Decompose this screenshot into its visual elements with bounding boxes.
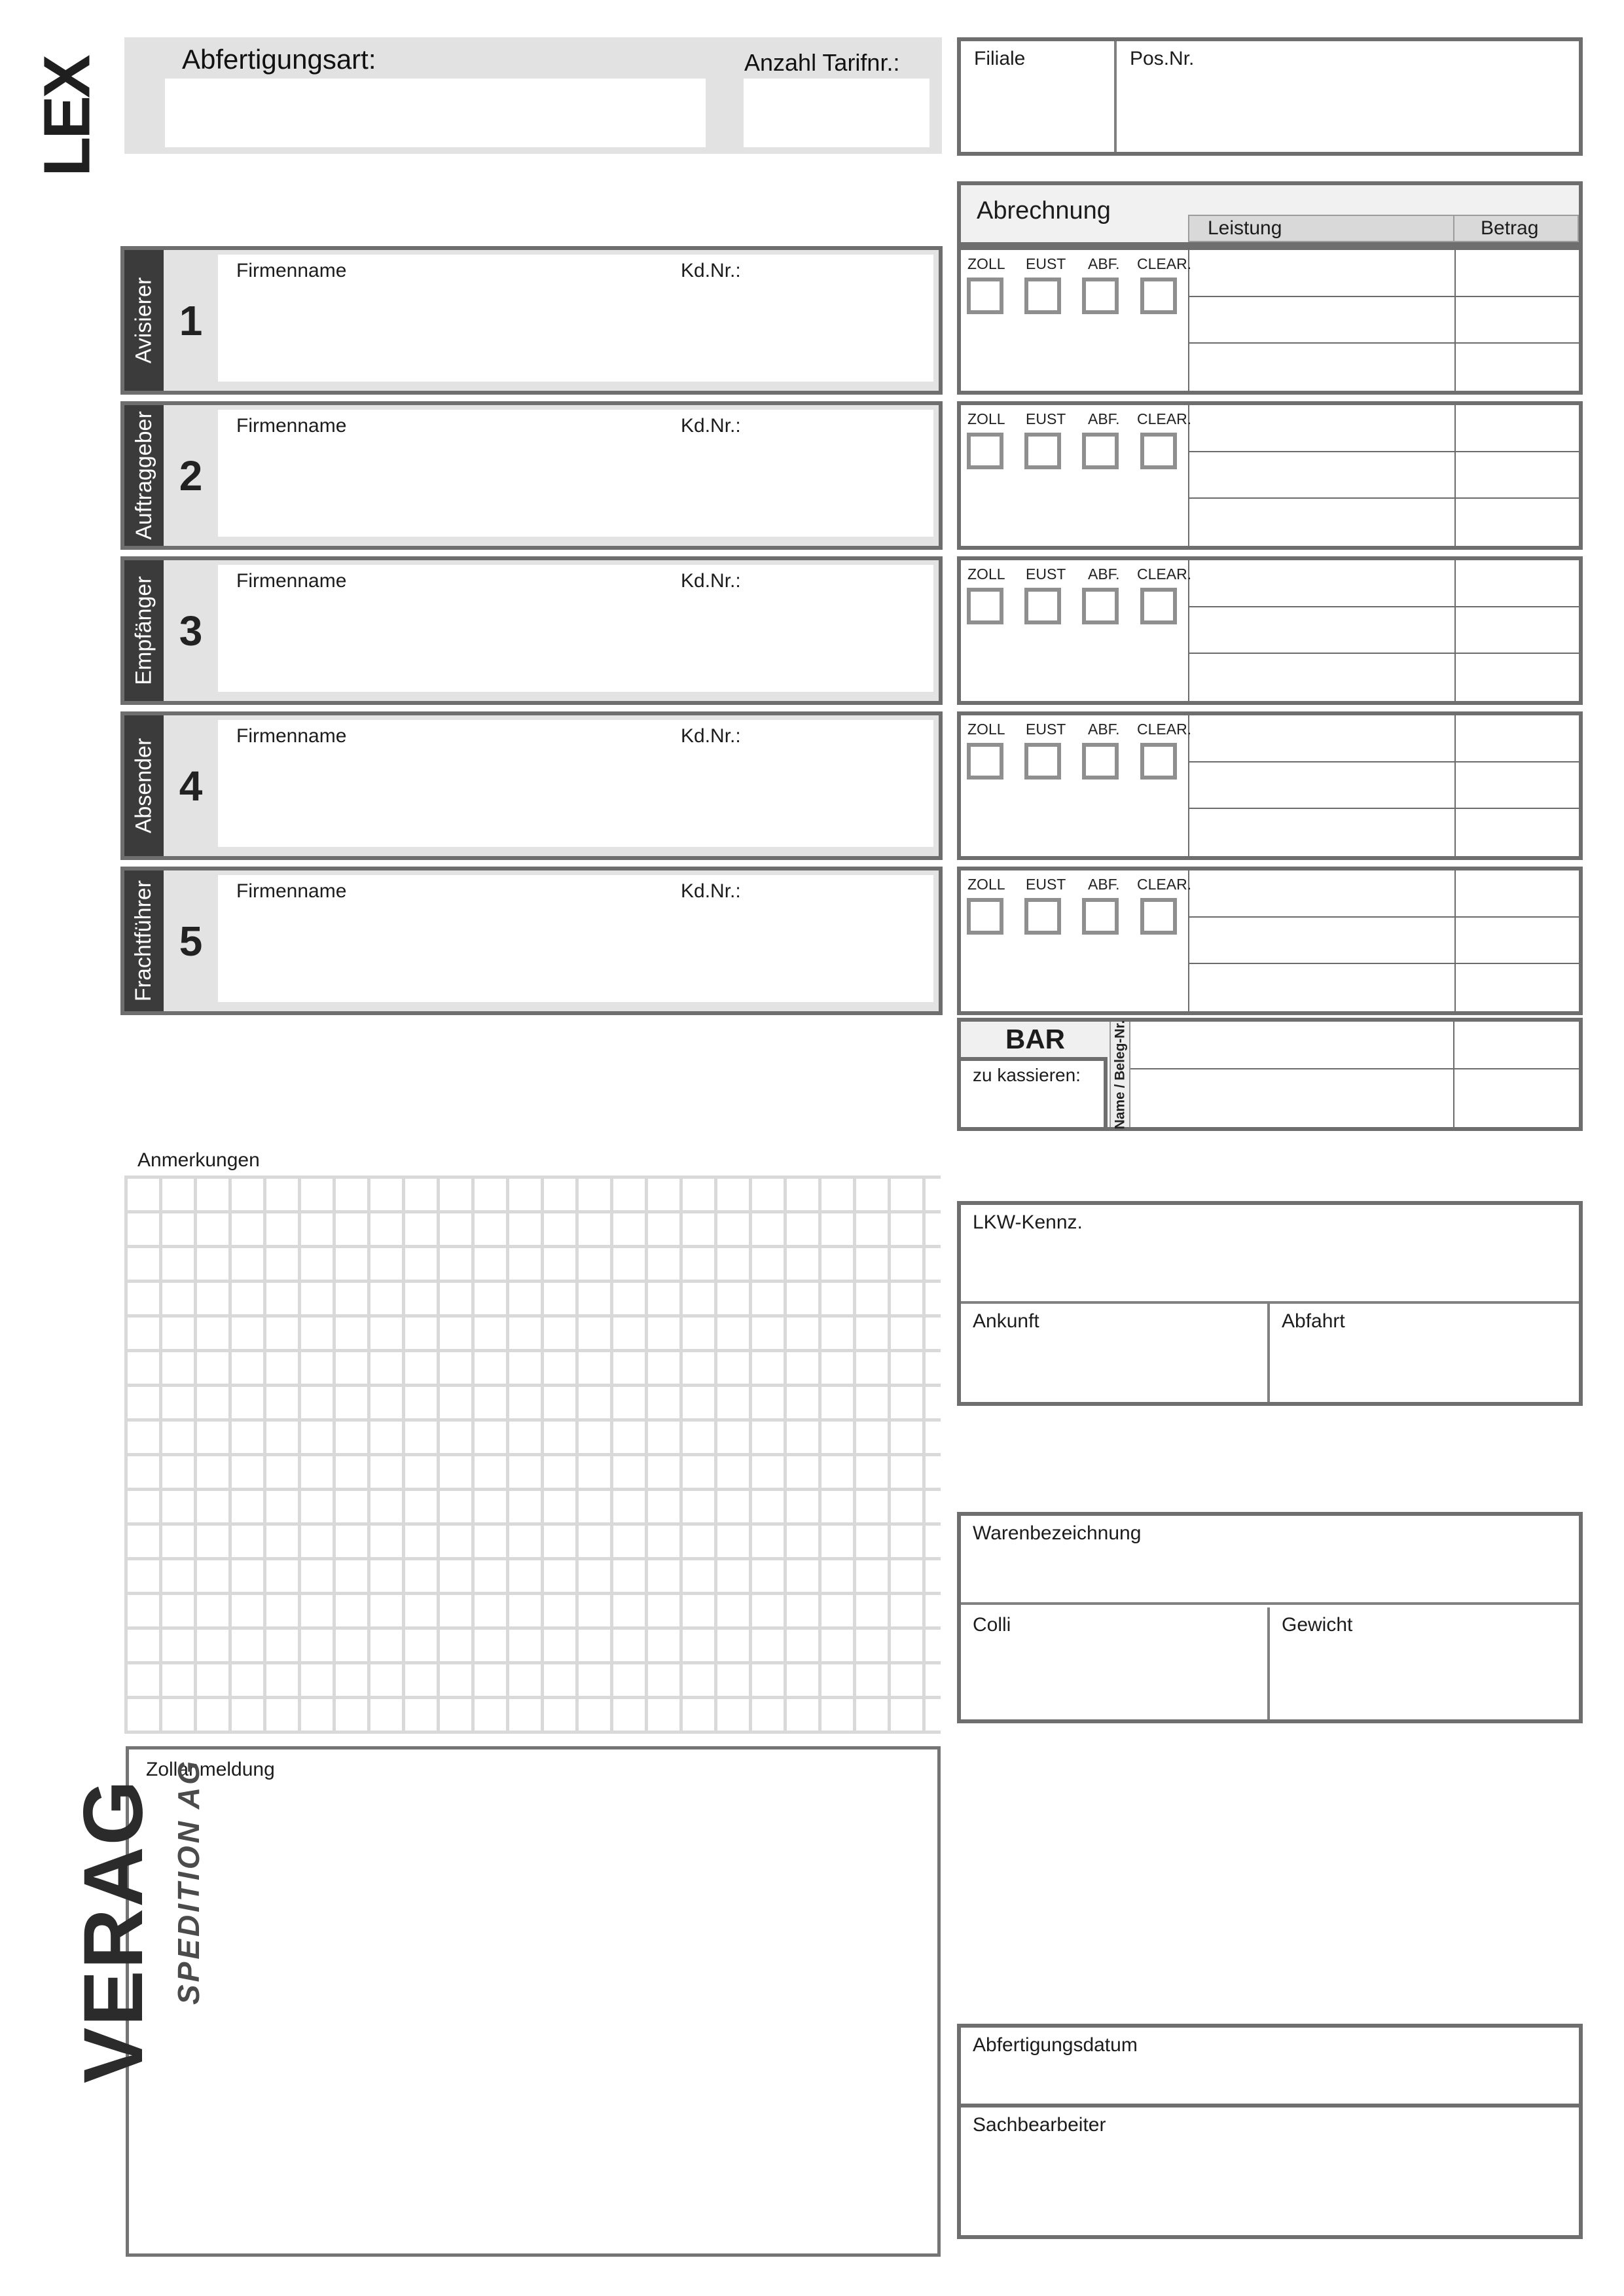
clear-checkbox[interactable] — [1140, 588, 1177, 624]
leistung-cell[interactable] — [1189, 809, 1454, 856]
zoll-checkbox[interactable] — [967, 278, 1003, 314]
party-number: 1 — [179, 296, 203, 344]
lkw-kennz-field[interactable] — [961, 1205, 1579, 1304]
clear-label: CLEAR. — [1137, 721, 1192, 738]
leistung-betrag-grid — [1189, 870, 1579, 1011]
kdnr-label: Kd.Nr.: — [681, 570, 741, 592]
clear-checkbox[interactable] — [1140, 278, 1177, 314]
betrag-cell[interactable] — [1454, 452, 1579, 499]
zoll-label: ZOLL — [967, 565, 1005, 583]
party-role-strip — [124, 250, 164, 391]
verag-logo — [63, 1728, 165, 2134]
leistung-cell[interactable] — [1189, 560, 1454, 607]
party-role-strip — [124, 715, 164, 856]
abf-label: ABF. — [1088, 410, 1120, 427]
bar-title-cell — [961, 1022, 1110, 1057]
sachbearbeiter-label: Sachbearbeiter — [973, 2114, 1106, 2136]
betrag-cell[interactable] — [1454, 344, 1579, 391]
zu-kassieren-label: zu kassieren: — [973, 1065, 1081, 1085]
customs-checkbox-zone — [961, 715, 1192, 856]
zollanmeldung-label: Zollanmeldung — [146, 1759, 275, 1780]
party-details-field[interactable] — [218, 875, 933, 1002]
warenbezeichnung-field[interactable] — [961, 1516, 1579, 1605]
abrechnung-block — [957, 556, 1583, 705]
eust-checkbox[interactable] — [1024, 743, 1061, 780]
party-block — [120, 246, 943, 395]
party-role-label: Avisierer — [131, 277, 156, 364]
party-role-strip — [124, 870, 164, 1011]
party-number: 4 — [179, 762, 203, 810]
zollanmeldung-field[interactable] — [126, 1746, 941, 2257]
betrag-cell[interactable] — [1454, 870, 1579, 918]
leistung-betrag-grid — [1189, 250, 1579, 391]
abrechnung-block — [957, 711, 1583, 860]
abfertigungsart-label: Abfertigungsart: — [182, 44, 376, 75]
abf-checkbox[interactable] — [1082, 898, 1119, 935]
abrechnung-header — [957, 181, 1583, 246]
party-details-field[interactable] — [218, 410, 933, 537]
leistung-cell[interactable] — [1189, 297, 1454, 344]
party-role-label: Empfänger — [131, 576, 156, 685]
bar-title: BAR — [1005, 1024, 1065, 1054]
gewicht-field[interactable] — [1270, 1607, 1579, 1719]
zoll-checkbox[interactable] — [967, 743, 1003, 780]
lex-logo-text: LEX — [30, 56, 104, 177]
lkw-kennz-label: LKW-Kennz. — [973, 1211, 1083, 1233]
processing-section — [957, 2024, 1583, 2239]
firmenname-label: Firmenname — [236, 570, 347, 592]
leistung-cell[interactable] — [1189, 870, 1454, 918]
abf-checkbox[interactable] — [1082, 743, 1119, 780]
abrechnung-block — [957, 246, 1583, 395]
bar-leistung-cell[interactable] — [1130, 1069, 1453, 1127]
filiale-field[interactable] — [961, 41, 1117, 152]
bar-section — [957, 1018, 1583, 1131]
customs-checkbox-zone — [961, 405, 1192, 546]
ankunft-label: Ankunft — [973, 1310, 1039, 1332]
kdnr-label: Kd.Nr.: — [681, 260, 741, 281]
party-row — [0, 246, 1624, 395]
party-block — [120, 711, 943, 860]
party-details-field[interactable] — [218, 565, 933, 692]
leistung-betrag-grid — [1189, 560, 1579, 701]
party-role-label: Auftraggeber — [131, 411, 156, 540]
colli-label: Colli — [973, 1614, 1011, 1636]
betrag-cell[interactable] — [1454, 918, 1579, 965]
clear-checkbox[interactable] — [1140, 743, 1177, 780]
firmenname-label: Firmenname — [236, 415, 347, 437]
betrag-cell[interactable] — [1454, 964, 1579, 1011]
betrag-cell[interactable] — [1454, 499, 1579, 546]
zoll-label: ZOLL — [967, 876, 1005, 893]
betrag-cell[interactable] — [1454, 809, 1579, 856]
leistung-betrag-grid — [1189, 715, 1579, 856]
party-row — [0, 401, 1624, 550]
eust-label: EUST — [1026, 410, 1066, 427]
zu-kassieren-field[interactable] — [961, 1057, 1108, 1127]
abf-label: ABF. — [1088, 565, 1120, 583]
name-beleg-strip — [1110, 1022, 1130, 1127]
zoll-label: ZOLL — [967, 721, 1005, 738]
party-block — [120, 556, 943, 705]
eust-checkbox[interactable] — [1024, 278, 1061, 314]
anmerkungen-grid-field[interactable] — [124, 1175, 941, 1734]
bar-betrag-cell[interactable] — [1453, 1069, 1579, 1127]
clear-checkbox[interactable] — [1140, 433, 1177, 469]
leistung-cell[interactable] — [1189, 964, 1454, 1011]
leistung-cell[interactable] — [1189, 250, 1454, 297]
clear-label: CLEAR. — [1137, 410, 1192, 427]
party-row — [0, 867, 1624, 1015]
customs-checkbox-zone — [961, 250, 1192, 391]
party-role-label: Absender — [131, 738, 156, 834]
filiale-label: Filiale — [974, 48, 1026, 69]
party-block — [120, 401, 943, 550]
leistung-cell[interactable] — [1189, 499, 1454, 546]
spedition-ag-text: SPEDITION AG — [171, 1759, 206, 2005]
abfertigungsdatum-label: Abfertigungsdatum — [973, 2034, 1138, 2056]
betrag-cell[interactable] — [1454, 607, 1579, 655]
customs-checkbox-zone — [961, 870, 1192, 1011]
abfertigungsart-input[interactable] — [165, 79, 706, 147]
posnr-field[interactable] — [1117, 41, 1579, 152]
name-beleg-label: Name / Beleg-Nr. — [1112, 1020, 1127, 1129]
leistung-cell[interactable] — [1189, 918, 1454, 965]
posnr-label: Pos.Nr. — [1130, 48, 1195, 69]
header-band — [124, 37, 942, 154]
betrag-column-header: Betrag — [1453, 215, 1579, 242]
sachbearbeiter-field[interactable] — [961, 2108, 1579, 2235]
party-details-field[interactable] — [218, 255, 933, 382]
clear-checkbox[interactable] — [1140, 898, 1177, 935]
zoll-checkbox[interactable] — [967, 898, 1003, 935]
warenbezeichnung-label: Warenbezeichnung — [973, 1522, 1142, 1544]
lex-logo — [24, 29, 111, 204]
leistung-cell[interactable] — [1189, 405, 1454, 452]
party-block — [120, 867, 943, 1015]
clear-label: CLEAR. — [1137, 565, 1192, 583]
party-role-label: Frachtführer — [131, 880, 156, 1002]
leistung-cell[interactable] — [1189, 762, 1454, 810]
betrag-cell[interactable] — [1454, 405, 1579, 452]
abrechnung-block — [957, 867, 1583, 1015]
eust-label: EUST — [1026, 255, 1066, 272]
zoll-checkbox[interactable] — [967, 588, 1003, 624]
leistung-cell[interactable] — [1189, 452, 1454, 499]
leistung-cell[interactable] — [1189, 654, 1454, 701]
eust-label: EUST — [1026, 876, 1066, 893]
abrechnung-title: Abrechnung — [977, 197, 1111, 224]
betrag-cell[interactable] — [1454, 250, 1579, 297]
gewicht-label: Gewicht — [1282, 1614, 1353, 1636]
betrag-cell[interactable] — [1454, 762, 1579, 810]
kdnr-label: Kd.Nr.: — [681, 415, 741, 437]
ankunft-field[interactable] — [961, 1304, 1270, 1402]
anzahl-tarifnr-input[interactable] — [744, 79, 929, 147]
party-row — [0, 711, 1624, 860]
eust-checkbox[interactable] — [1024, 898, 1061, 935]
bar-leistung-cell[interactable] — [1130, 1022, 1453, 1069]
party-number: 5 — [179, 917, 203, 965]
waren-section — [957, 1512, 1583, 1723]
abf-checkbox[interactable] — [1082, 588, 1119, 624]
betrag-cell[interactable] — [1454, 560, 1579, 607]
firmenname-label: Firmenname — [236, 880, 347, 902]
party-row — [0, 556, 1624, 705]
spedition-ag-logo — [165, 1676, 212, 2088]
colli-field[interactable] — [961, 1607, 1270, 1719]
clear-label: CLEAR. — [1137, 255, 1192, 272]
betrag-cell[interactable] — [1454, 654, 1579, 701]
anzahl-tarifnr-label: Anzahl Tarifnr.: — [744, 49, 900, 76]
bar-betrag-cell[interactable] — [1453, 1022, 1579, 1069]
leistung-cell[interactable] — [1189, 344, 1454, 391]
betrag-cell[interactable] — [1454, 297, 1579, 344]
party-role-strip — [124, 405, 164, 546]
clear-label: CLEAR. — [1137, 876, 1192, 893]
party-details-field[interactable] — [218, 720, 933, 847]
lkw-section — [957, 1201, 1583, 1406]
party-number: 2 — [179, 452, 203, 499]
zoll-label: ZOLL — [967, 410, 1005, 427]
abf-label: ABF. — [1088, 721, 1120, 738]
abf-checkbox[interactable] — [1082, 433, 1119, 469]
firmenname-label: Firmenname — [236, 260, 347, 281]
leistung-cell[interactable] — [1189, 607, 1454, 655]
abfertigungsdatum-field[interactable] — [961, 2028, 1579, 2108]
kdnr-label: Kd.Nr.: — [681, 725, 741, 747]
customs-checkbox-zone — [961, 560, 1192, 701]
kdnr-label: Kd.Nr.: — [681, 880, 741, 902]
party-number: 3 — [179, 607, 203, 655]
eust-checkbox[interactable] — [1024, 433, 1061, 469]
verag-logo-text: VERAG — [67, 1778, 161, 2083]
abf-checkbox[interactable] — [1082, 278, 1119, 314]
eust-checkbox[interactable] — [1024, 588, 1061, 624]
abf-label: ABF. — [1088, 255, 1120, 272]
abfahrt-label: Abfahrt — [1282, 1310, 1345, 1332]
eust-label: EUST — [1026, 721, 1066, 738]
leistung-cell[interactable] — [1189, 715, 1454, 762]
party-role-strip — [124, 560, 164, 701]
abf-label: ABF. — [1088, 876, 1120, 893]
leistung-betrag-grid — [1189, 405, 1579, 546]
filiale-posnr-box — [957, 37, 1583, 156]
bar-amount-grid — [1130, 1022, 1579, 1127]
betrag-cell[interactable] — [1454, 715, 1579, 762]
eust-label: EUST — [1026, 565, 1066, 583]
abfahrt-field[interactable] — [1270, 1304, 1579, 1402]
firmenname-label: Firmenname — [236, 725, 347, 747]
zoll-checkbox[interactable] — [967, 433, 1003, 469]
abrechnung-block — [957, 401, 1583, 550]
anmerkungen-label: Anmerkungen — [137, 1149, 260, 1171]
zoll-label: ZOLL — [967, 255, 1005, 272]
leistung-column-header: Leistung — [1188, 215, 1454, 242]
